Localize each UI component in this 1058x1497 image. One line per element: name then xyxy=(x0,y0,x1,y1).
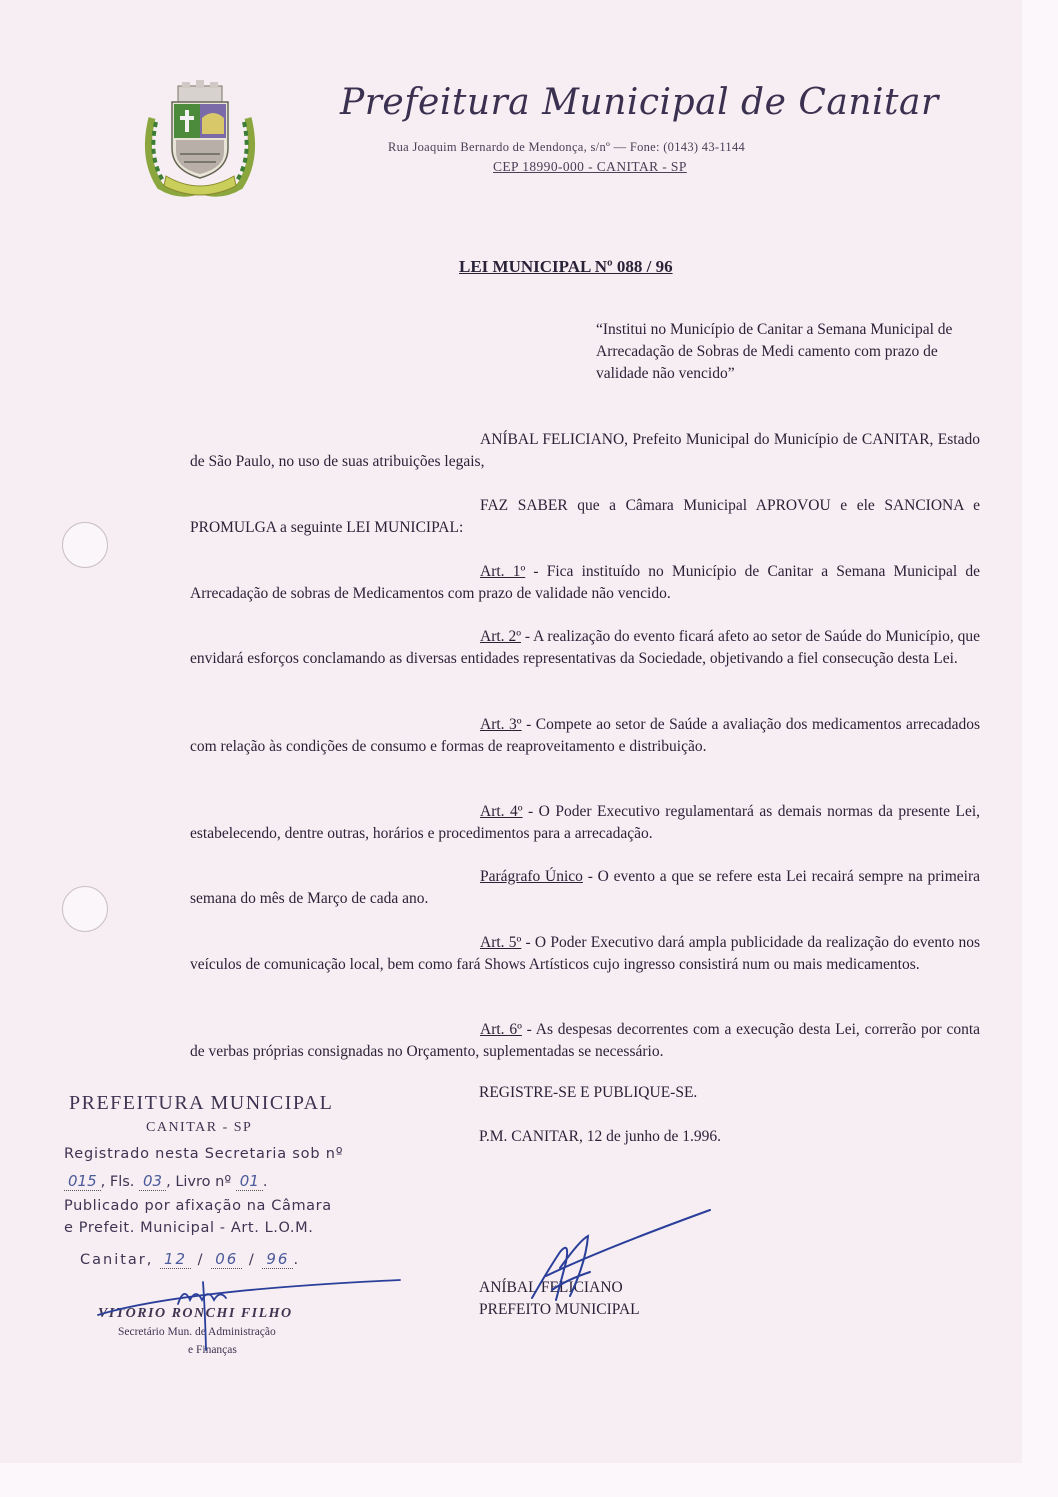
paragrafo-unico: Parágrafo Único - O evento a que se refere esta Lei recairá sempre na primeira semana do mês de Março de cada ano. xyxy=(190,868,980,907)
law-title: LEI MUNICIPAL Nº 088 / 96 xyxy=(459,257,673,276)
article-2-label: Art. 2º xyxy=(480,628,522,645)
registre-publique: REGISTRE-SE E PUBLIQUE-SE. xyxy=(479,1084,698,1101)
stamp-line-4: 015 , Fls. 03 , Livro nº 01 . xyxy=(64,1172,267,1190)
article-5: Art. 5º - O Poder Executivo dará ampla publicidade da realização do evento nos veículos de comunicação local, bem como fará Shows Artísticos cujo ingresso consistirá num ou mais medicamentos. xyxy=(190,934,980,973)
stamp-line-1: PREFEITURA MUNICIPAL xyxy=(69,1092,334,1114)
punch-hole-upper xyxy=(62,522,108,568)
punch-hole-lower xyxy=(62,886,108,932)
paragrafo-unico-label: Parágrafo Único xyxy=(480,868,583,885)
law-ementa: “Institui no Município de Canitar a Semana Municipal de Arrecadação de Sobras de Medi camento com prazo de validade não vencido” xyxy=(596,321,953,382)
header-address: Rua Joaquim Bernardo de Mendonça, s/nº — Fone: (0143) 43-1144 xyxy=(388,140,746,154)
stamp-reg-number: 015 xyxy=(64,1172,101,1191)
intro-paragraph-2: FAZ SABER que a Câmara Municipal APROVOU e ele SANCIONA e PROMULGA a seguinte LEI MUNICIPAL: xyxy=(190,497,980,536)
page-edge-bottom xyxy=(0,1463,1058,1497)
stamp-date-line: Canitar, 12 / 06 / 96 . xyxy=(80,1250,301,1268)
article-3: Art. 3º - Compete ao setor de Saúde a avaliação dos medicamentos arrecadados com relação às condições de consumo e formas de reaproveitamento e distribuição. xyxy=(190,716,981,755)
stamp-day: 12 xyxy=(160,1250,191,1269)
article-6-label: Art. 6º xyxy=(480,1021,522,1038)
stamp-line-2: CANITAR - SP xyxy=(146,1120,253,1135)
stamp-line-5: Publicado por afixação na Câmara xyxy=(64,1198,332,1214)
article-4: Art. 4º - O Poder Executivo regulamentará as demais normas da presente Lei, estabelecendo, dentre outras, horários e procedimentos para a arrecadação. xyxy=(190,803,981,842)
stamp-secretary-role-2: e Finanças xyxy=(188,1344,237,1356)
article-1-label: Art. 1º xyxy=(480,563,526,580)
stamp-year: 96 xyxy=(262,1250,293,1269)
article-1: Art. 1º - Fica instituído no Município de Canitar a Semana Municipal de Arrecadação de sobras de Medicamentos com prazo de validade não vencido. xyxy=(190,563,980,602)
article-2: Art. 2º - A realização do evento ficará afeto ao setor de Saúde do Município, que envidará esforços conclamando as diversas entidades representativas da Sociedade, objetivando a fiel consecução desta Lei. xyxy=(190,628,980,667)
article-3-label: Art. 3º xyxy=(480,716,522,733)
signer-name: ANÍBAL FELICIANO xyxy=(479,1279,623,1296)
stamp-line-3: Registrado nesta Secretaria sob nº xyxy=(64,1146,344,1162)
stamp-secretary-role: Secretário Mun. de Administração xyxy=(118,1326,276,1338)
stamp-secretary-name: VITORIO RONCHI FILHO xyxy=(98,1306,293,1321)
stamp-livro-number: 01 xyxy=(236,1172,263,1191)
stamp-fls-number: 03 xyxy=(139,1172,166,1191)
signer-role: PREFEITO MUNICIPAL xyxy=(479,1301,640,1318)
intro-paragraph-1: ANÍBAL FELICIANO, Prefeito Municipal do Município de CANITAR, Estado de São Paulo, no uso de suas atribuições legais, xyxy=(190,431,980,470)
header-title: Prefeitura Municipal de Canitar xyxy=(340,82,939,123)
registration-stamp xyxy=(64,1092,384,1372)
header-cep: CEP 18990-000 - CANITAR - SP xyxy=(493,159,687,174)
stamp-month: 06 xyxy=(211,1250,242,1269)
article-5-label: Art. 5º xyxy=(480,934,522,951)
stamp-line-6: e Prefeit. Municipal - Art. L.O.M. xyxy=(64,1220,314,1236)
page-edge-right xyxy=(1022,0,1058,1497)
article-6: Art. 6º - As despesas decorrentes com a execução desta Lei, correrão por conta de verbas próprias consignadas no Orçamento, suplementadas se necessário. xyxy=(190,1021,981,1060)
article-4-label: Art. 4º xyxy=(480,803,523,820)
coat-of-arms-icon xyxy=(140,78,260,200)
place-date: P.M. CANITAR, 12 de junho de 1.996. xyxy=(479,1128,722,1145)
